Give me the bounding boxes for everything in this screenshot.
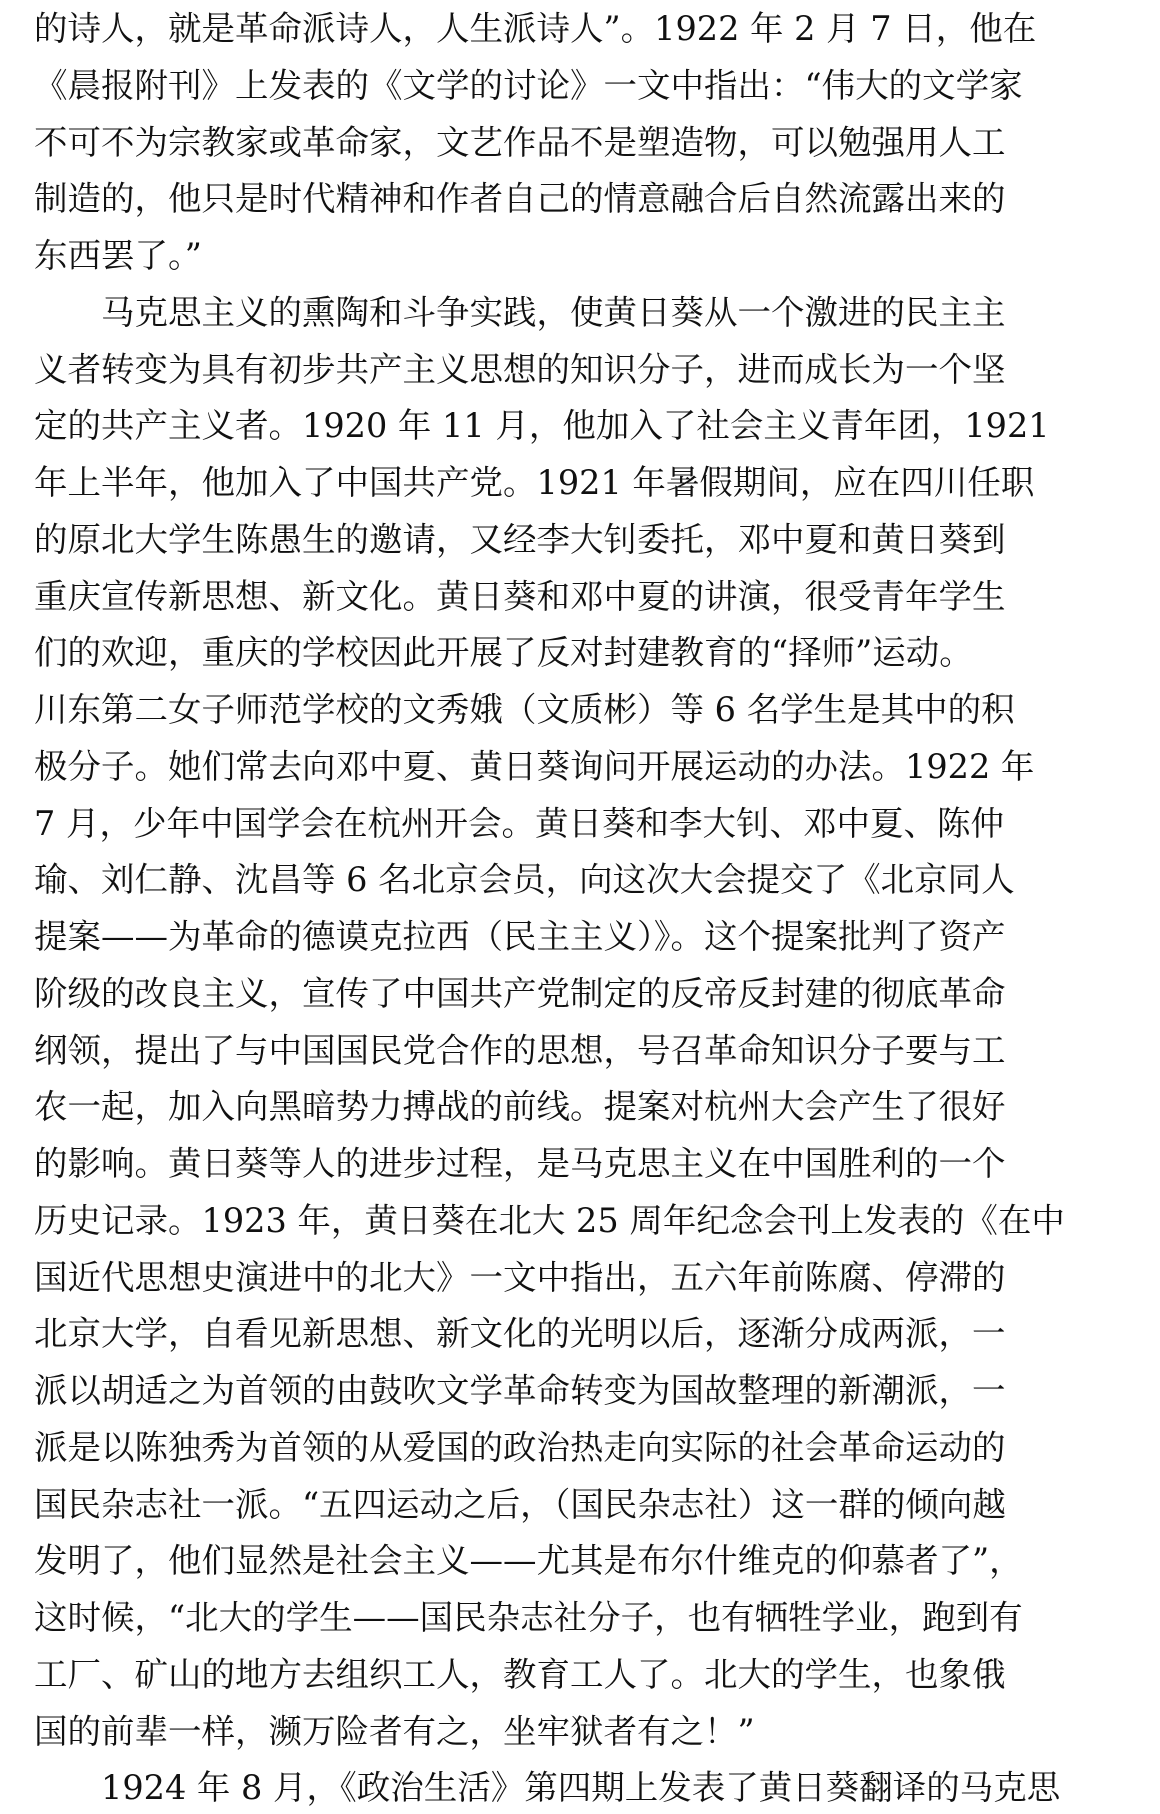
text-line: 发明了，他们显然是社会主义——尤其是布尔什维克的仰慕者了”， [34,1541,1023,1580]
text-line: 阶级的改良主义，宣传了中国共产党制定的反帝反封建的彻底革命 [34,974,1006,1013]
text-line: 农一起，加入向黑暗势力搏战的前线。提案对杭州大会产生了很好 [34,1087,1006,1126]
text-line: 派以胡适之为首领的由鼓吹文学革命转变为国故整理的新潮派，一 [34,1371,1006,1410]
text-line: 纲领，提出了与中国国民党合作的思想，号召革命知识分子要与工 [34,1031,1006,1070]
text-line: 国民杂志社一派。“五四运动之后，（国民杂志社）这一群的倾向越 [34,1485,1006,1524]
document-page [34,4,1144,1807]
text-line: 东西罢了。” [34,236,202,275]
text-line: 提案——为革命的德谟克拉西（民主主义）》。这个提案批判了资产 [34,917,1006,956]
text-line: 不可不为宗教家或革命家，文艺作品不是塑造物，可以勉强用人工 [34,123,1006,162]
text-line: 国近代思想史演进中的北大》一文中指出，五六年前陈腐、停滞的 [34,1258,1006,1297]
text-line: 这时候，“北大的学生——国民杂志社分子，也有牺牲学业，跑到有 [34,1598,1023,1637]
text-line: 的诗人，就是革命派诗人，人生派诗人”。1922 年 2 月 7 日，他在 [34,9,1037,48]
text-line: 国的前辈一样，濒万险者有之，坐牢狱者有之！” [34,1712,755,1751]
text-line: 的影响。黄日葵等人的进步过程，是马克思主义在中国胜利的一个 [34,1144,1006,1183]
text-line: 们的欢迎，重庆的学校因此开展了反对封建教育的“择师”运动。 [34,633,973,672]
text-line: 《晨报附刊》上发表的《文学的讨论》一文中指出：“伟大的文学家 [34,66,1023,105]
text-line: 7 月，少年中国学会在杭州开会。黄日葵和李大钊、邓中夏、陈仲 [34,804,1004,843]
text-line: 瑜、刘仁静、沈昌等 6 名北京会员，向这次大会提交了《北京同人 [34,860,1015,899]
text-line: 马克思主义的熏陶和斗争实践，使黄日葵从一个激进的民主主 [101,293,1006,332]
text-line: 的原北大学生陈愚生的邀请，又经李大钊委托，邓中夏和黄日葵到 [34,520,1006,559]
text-line: 派是以陈独秀为首领的从爱国的政治热走向实际的社会革命运动的 [34,1428,1006,1467]
text-line: 定的共产主义者。1920 年 11 月，他加入了社会主义青年团，1921 [34,406,1050,445]
text-line: 历史记录。1923 年，黄日葵在北大 25 周年纪念会刊上发表的《在中 [34,1201,1065,1240]
text-line: 工厂、矿山的地方去组织工人，教育工人了。北大的学生，也象俄 [34,1655,1006,1694]
text-line: 义者转变为具有初步共产主义思想的知识分子，进而成长为一个坚 [34,350,1006,389]
text-line: 川东第二女子师范学校的文秀娥（文质彬）等 6 名学生是其中的积 [34,690,1015,729]
text-line: 重庆宣传新思想、新文化。黄日葵和邓中夏的讲演，很受青年学生 [34,577,1006,616]
text-line: 北京大学，自看见新思想、新文化的光明以后，逐渐分成两派，一 [34,1314,1006,1353]
text-line: 1924 年 8 月，《政治生活》第四期上发表了黄日葵翻译的马克思 [101,1768,1061,1807]
text-line: 年上半年，他加入了中国共产党。1921 年暑假期间，应在四川任职 [34,463,1035,502]
text-line: 制造的，他只是时代精神和作者自己的情意融合后自然流露出来的 [34,179,1006,218]
text-line: 极分子。她们常去向邓中夏、黄日葵询问开展运动的办法。1922 年 [34,747,1035,786]
